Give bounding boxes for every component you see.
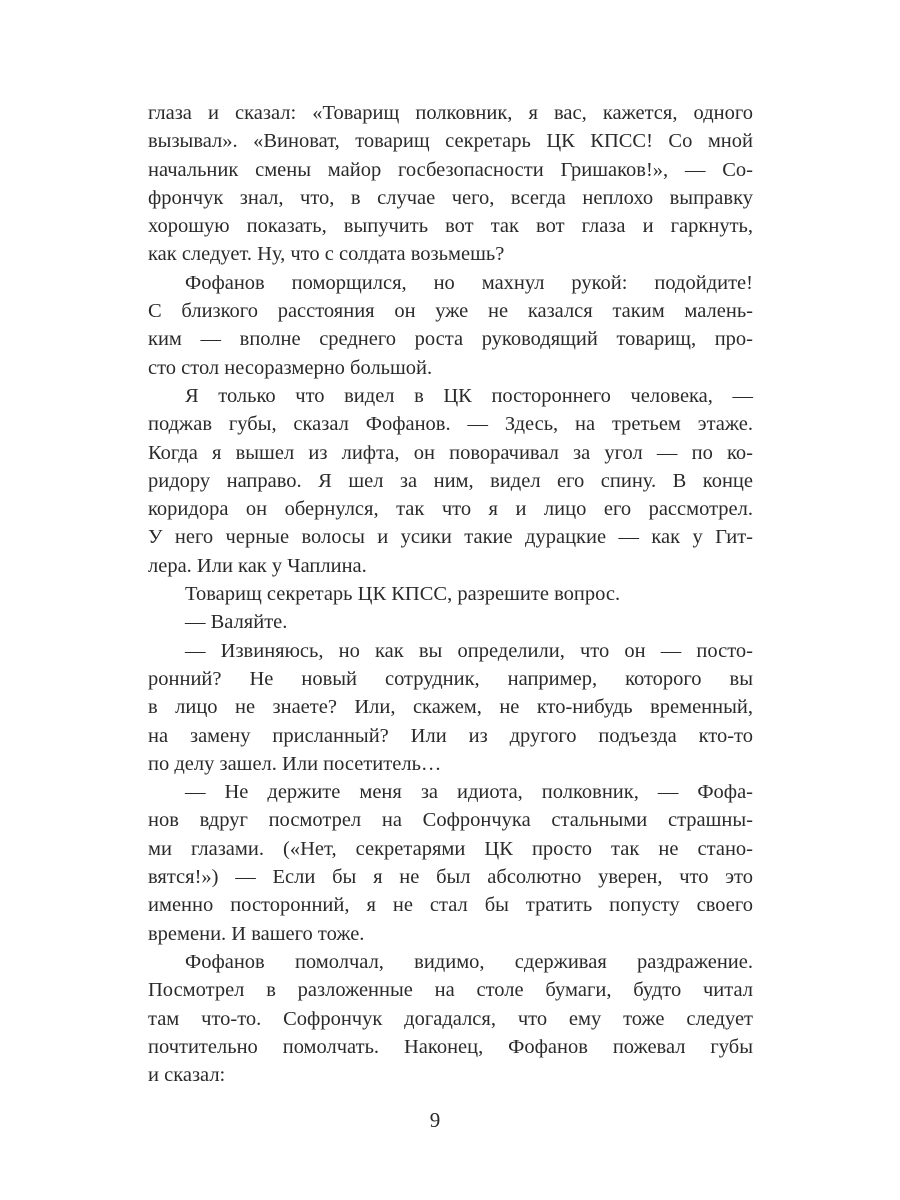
text-line: глаза и сказал: «Товарищ полковник, я вас, кажется, одного xyxy=(148,102,753,124)
text-line: ми глазами. («Нет, секретарями ЦК просто так не стано- xyxy=(148,837,753,860)
text-line: Фофанов поморщился, но махнул рукой: подойдите! xyxy=(185,271,753,294)
text-line: Я только что видел в ЦК постороннего человека, — xyxy=(185,384,753,407)
text-line: поджав губы, сказал Фофанов. — Здесь, на третьем этаже. xyxy=(148,413,753,436)
text-line: почтительно помолчать. Наконец, Фофанов пожевал губы xyxy=(148,1035,753,1058)
page-number: 9 xyxy=(429,1108,441,1132)
text-line: ким — вполне среднего роста руководящий товарищ, про- xyxy=(148,328,753,351)
text-line: как следует. Ну, что с солдата возьмешь? xyxy=(148,243,505,266)
text-line: на замену присланный? Или из другого подъезда кто-то xyxy=(148,724,753,747)
text-line: лера. Или как у Чаплина. xyxy=(148,554,367,577)
text-line: вызывал». «Виноват, товарищ секретарь ЦК КПСС! Со мной xyxy=(148,130,753,153)
text-line: ронний? Не новый сотрудник, например, которого вы xyxy=(148,667,753,690)
text-line: ридору направо. Я шел за ним, видел его спину. В конце xyxy=(148,469,753,492)
text-line: нов вдруг посмотрел на Софрончука стальными страшны- xyxy=(148,809,753,832)
text-line: — Не держите меня за идиота, полковник, — Фофа- xyxy=(185,781,753,804)
text-line: начальник смены майор госбезопасности Гришаков!», — Со- xyxy=(148,158,753,181)
text-line: С близкого расстояния он уже не казался таким малень- xyxy=(148,300,753,323)
text-line: и сказал: xyxy=(148,1064,226,1087)
text-line: сто стол несоразмерно большой. xyxy=(148,356,433,379)
text-line: Фофанов помолчал, видимо, сдерживая раздражение. xyxy=(185,950,753,973)
text-line: — Валяйте. xyxy=(185,611,288,634)
text-line: именно посторонний, я не стал бы тратить попусту своего xyxy=(148,894,753,917)
text-line: Когда я вышел из лифта, он поворачивал за угол — по ко- xyxy=(148,441,753,464)
text-line: хорошую показать, выпучить вот так вот глаза и гаркнуть, xyxy=(148,215,753,238)
text-line: по делу зашел. Или посетитель… xyxy=(148,752,442,775)
text-line: Посмотрел в разложенные на столе бумаги, будто читал xyxy=(148,979,753,1002)
text-line: времени. И вашего тоже. xyxy=(148,922,365,945)
text-line: там что-то. Софрончук догадался, что ему тоже следует xyxy=(148,1007,753,1030)
text-line: вятся!») — Если бы я не был абсолютно уверен, что это xyxy=(148,866,753,889)
body-text xyxy=(148,99,753,1089)
text-line: фрончук знал, что, в случае чего, всегда неплохо выправку xyxy=(148,186,753,209)
text-line: в лицо не знаете? Или, скажем, не кто-нибудь временный, xyxy=(148,696,753,719)
text-line: Товарищ секретарь ЦК КПСС, разрешите вопрос. xyxy=(185,583,621,606)
text-line: коридора он обернулся, так что я и лицо его рассмотрел. xyxy=(148,498,753,521)
text-line: — Извиняюсь, но как вы определили, что он — посто- xyxy=(185,639,753,662)
text-line: У него черные волосы и усики такие дурацкие — как у Гит- xyxy=(148,526,753,549)
